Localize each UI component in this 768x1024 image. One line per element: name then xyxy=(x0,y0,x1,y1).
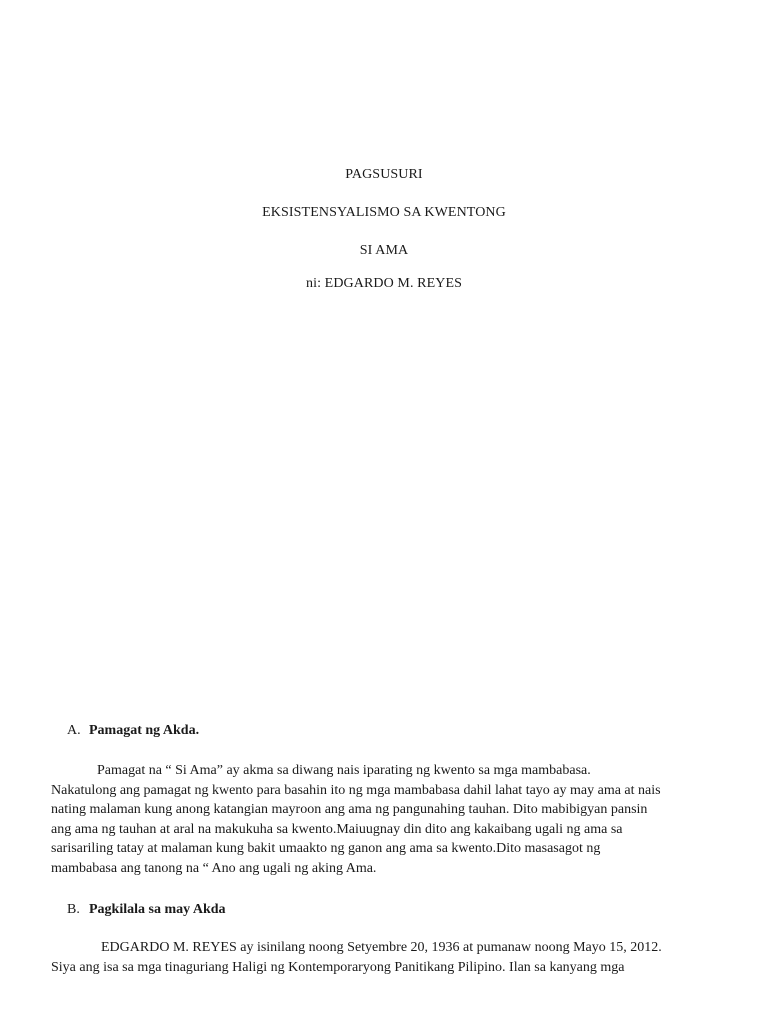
section-b-paragraph xyxy=(51,938,741,977)
section-b-letter: B. xyxy=(67,902,80,917)
doc-subtitle: EKSISTENSYALISMO SA KWENTONG xyxy=(262,205,506,220)
paragraph-line: Pamagat na “ Si Ama” ay akma sa diwang nais iparating ng kwento sa mga mambabasa. xyxy=(97,763,591,778)
section-b-heading xyxy=(67,902,226,918)
paragraph-line: sarisariling tatay at malaman kung bakit umaakto ng ganon ang ama sa kwento.Dito masasagot ng xyxy=(51,841,601,857)
paragraph-line: Nakatulong ang pamagat ng kwento para basahin ito ng mga mambabasa dahil lahat tayo ay may ama at nais xyxy=(51,782,661,798)
section-b-title: Pagkilala sa may Akda xyxy=(89,902,226,917)
paragraph-line: Siya ang isa sa mga tinaguriang Haligi ng Kontemporaryong Panitikang Pilipino. Ilan sa kanyang mga xyxy=(51,959,625,975)
section-a-title: Pamagat ng Akda. xyxy=(89,723,200,738)
paragraph-line: EDGARDO M. REYES ay isinilang noong Setyembre 20, 1936 at pumanaw noong Mayo 15, 2012. xyxy=(101,940,662,955)
paragraph-line: ang ama ng tauhan at aral na makukuha sa kwento.Maiuugnay din dito ang kakaibang ugali ng ama sa xyxy=(51,821,623,837)
doc-title: PAGSUSURI xyxy=(345,167,423,182)
section-a-letter: A. xyxy=(67,723,81,738)
section-a-heading xyxy=(67,723,199,739)
paragraph-line: nating malaman kung anong katangian mayroon ang ama ng pangunahing tauhan. Dito mabibigyan pansin xyxy=(51,802,648,818)
section-a-paragraph xyxy=(51,761,741,879)
author-line: ni: EDGARDO M. REYES xyxy=(305,276,462,291)
story-title: SI AMA xyxy=(359,243,409,258)
paragraph-line: mambabasa ang tanong na “ Ano ang ugali ng aking Ama. xyxy=(51,860,377,876)
